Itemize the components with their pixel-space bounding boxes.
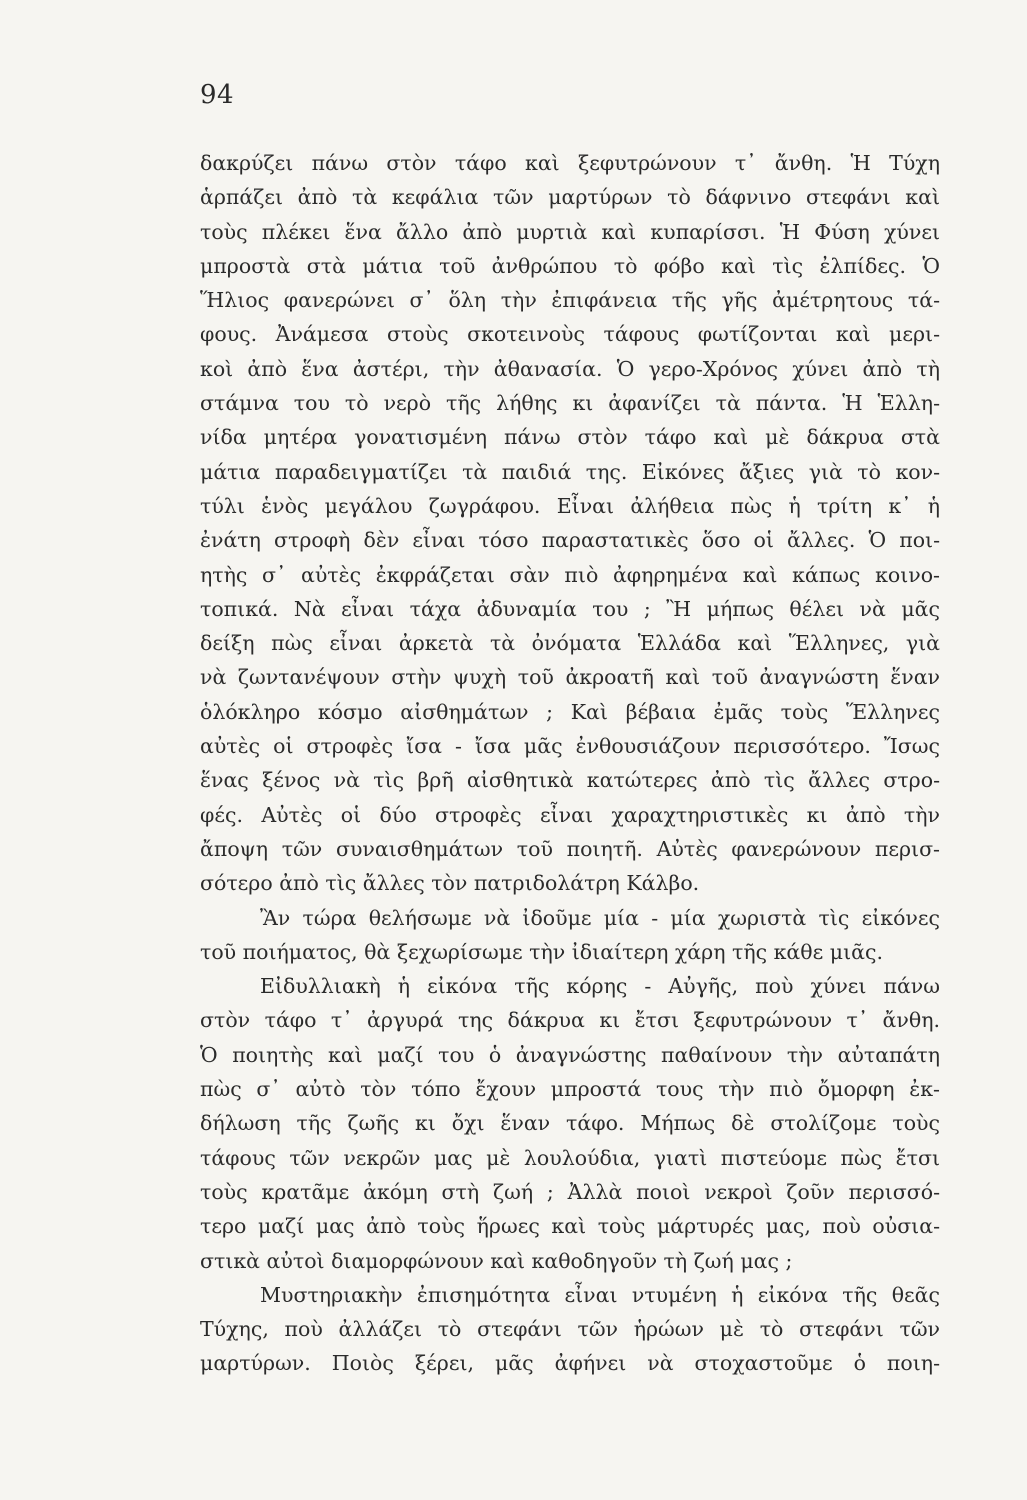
text-line: τοὺς πλέκει ἕνα ἄλλο ἀπὸ μυρτιὰ καὶ κυπαρίσσι. Ἡ Φύση χύνει [200, 219, 940, 244]
text-line: κοὶ ἀπὸ ἕνα ἀστέρι, τὴν ἀθανασία. Ὁ γερο-Χρόνος χύνει ἀπὸ τὴ [200, 356, 940, 381]
text-line: νίδα μητέρα γονατισμένη πάνω στὸν τάφο καὶ μὲ δάκρυα στὰ [200, 425, 940, 450]
text-line: ὁλόκληρο κόσμο αἰσθημάτων ; Καὶ βέβαια ἐμᾶς τοὺς Ἕλληνες [200, 699, 940, 724]
text-line: φους. Ἀνάμεσα στοὺς σκοτεινοὺς τάφους φωτίζονται καὶ μερι- [200, 322, 940, 347]
text-line: ἕνας ξένος νὰ τὶς βρῆ αἰσθητικὰ κατώτερες ἀπὸ τὶς ἄλλες στρο- [200, 768, 940, 793]
text-line: δακρύζει πάνω στὸν τάφο καὶ ξεφυτρώνουν τ᾽ ἄνθη. Ἡ Τύχη [200, 151, 940, 175]
text-line: Ἂν τώρα θελήσωμε νὰ ἰδοῦμε μία - μία χωριστὰ τὶς εἰκόνες [260, 905, 940, 930]
text-line: δείξη πὼς εἶναι ἀρκετὰ τὰ ὀνόματα Ἑλλάδα καὶ Ἕλληνες, γιὰ [200, 631, 940, 656]
text-line: πὼς σ᾽ αὐτὸ τὸν τόπο ἔχουν μπροστά τους τὴν πιὸ ὄμορφη ἐκ- [200, 1077, 940, 1102]
text-line: δήλωση τῆς ζωῆς κι ὄχι ἕναν τάφο. Μήπως δὲ στολίζομε τοὺς [200, 1111, 940, 1136]
text-line: αὐτὲς οἱ στροφὲς ἴσα - ἴσα μᾶς ἐνθουσιάζουν περισσότερο. Ἴσως [200, 734, 940, 759]
text-line: φές. Αὐτὲς οἱ δύο στροφὲς εἶναι χαραχτηριστικὲς κι ἀπὸ τὴν [200, 802, 940, 827]
text-line: τάφους τῶν νεκρῶν μας μὲ λουλούδια, γιατὶ πιστεύομε πὼς ἔτσι [200, 1145, 940, 1170]
text-line: ἄποψη τῶν συναισθημάτων τοῦ ποιητῆ. Αὐτὲς φανερώνουν περισ- [200, 836, 940, 861]
text-line: Ἥλιος φανερώνει σ᾽ ὅλη τὴν ἐπιφάνεια τῆς γῆς ἀμέτρητους τά- [200, 288, 940, 313]
text-line: μπροστὰ στὰ μάτια τοῦ ἀνθρώπου τὸ φόβο καὶ τὶς ἐλπίδες. Ὁ [200, 253, 940, 278]
text-line: τοπικά. Νὰ εἶναι τάχα ἀδυναμία του ; Ἢ μήπως θέλει νὰ μᾶς [200, 596, 940, 621]
text-line: τοῦ ποιήματος, θὰ ξεχωρίσωμε τὴν ἰδιαίτερη χάρη τῆς κάθε μιᾶς. [200, 939, 883, 964]
text-line: μαρτύρων. Ποιὸς ξέρει, μᾶς ἀφήνει νὰ στοχαστοῦμε ὁ ποιη- [200, 1351, 940, 1376]
text-line: τοὺς κρατᾶμε ἀκόμη στὴ ζωή ; Ἀλλὰ ποιοὶ νεκροὶ ζοῦν περισσό- [200, 1179, 940, 1204]
page-number: 94 [200, 80, 235, 110]
text-line: στάμνα του τὸ νερὸ τῆς λήθης κι ἀφανίζει τὰ πάντα. Ἡ Ἑλλη- [200, 391, 940, 416]
text-line: νὰ ζωντανέψουν στὴν ψυχὴ τοῦ ἀκροατῆ καὶ τοῦ ἀναγνώστη ἕναν [200, 665, 940, 690]
text-line: ητὴς σ᾽ αὐτὲς ἐκφράζεται σὰν πιὸ ἀφηρημένα καὶ κάπως κοινο- [200, 562, 940, 587]
text-line: στὸν τάφο τ᾽ ἀργυρά της δάκρυα κι ἔτσι ξεφυτρώνουν τ᾽ ἄνθη. [200, 1008, 940, 1033]
text-line: Ὁ ποιητὴς καὶ μαζί του ὁ ἀναγνώστης παθαίνουν τὴν αὐταπάτη [200, 1042, 940, 1067]
body-text [200, 146, 940, 1381]
text-line: ἁρπάζει ἀπὸ τὰ κεφάλια τῶν μαρτύρων τὸ δάφνινο στεφάνι καὶ [200, 185, 940, 210]
text-line: στικὰ αὐτοὶ διαμορφώνουν καὶ καθοδηγοῦν τὴ ζωή μας ; [200, 1248, 793, 1273]
text-line: Τύχης, ποὺ ἀλλάζει τὸ στεφάνι τῶν ἡρώων μὲ τὸ στεφάνι τῶν [200, 1317, 940, 1342]
text-line: σότερο ἀπὸ τὶς ἄλλες τὸν πατριδολάτρη Κάλβο. [200, 871, 700, 896]
text-line: τερο μαζί μας ἀπὸ τοὺς ἥρωες καὶ τοὺς μάρτυρές μας, ποὺ οὐσια- [200, 1214, 940, 1239]
text-line: ἐνάτη στροφὴ δὲν εἶναι τόσο παραστατικὲς ὅσο οἱ ἄλλες. Ὁ ποι- [200, 528, 940, 553]
text-line: τύλι ἑνὸς μεγάλου ζωγράφου. Εἶναι ἀλήθεια πὼς ἡ τρίτη κ᾽ ἡ [200, 493, 940, 518]
text-line: μάτια παραδειγματίζει τὰ παιδιά της. Εἰκόνες ἄξιες γιὰ τὸ κον- [200, 459, 940, 484]
text-line: Εἰδυλλιακὴ ἡ εἰκόνα τῆς κόρης - Αὐγῆς, ποὺ χύνει πάνω [260, 974, 940, 999]
text-line: Μυστηριακὴν ἐπισημότητα εἶναι ντυμένη ἡ εἰκόνα τῆς θεᾶς [260, 1282, 940, 1307]
